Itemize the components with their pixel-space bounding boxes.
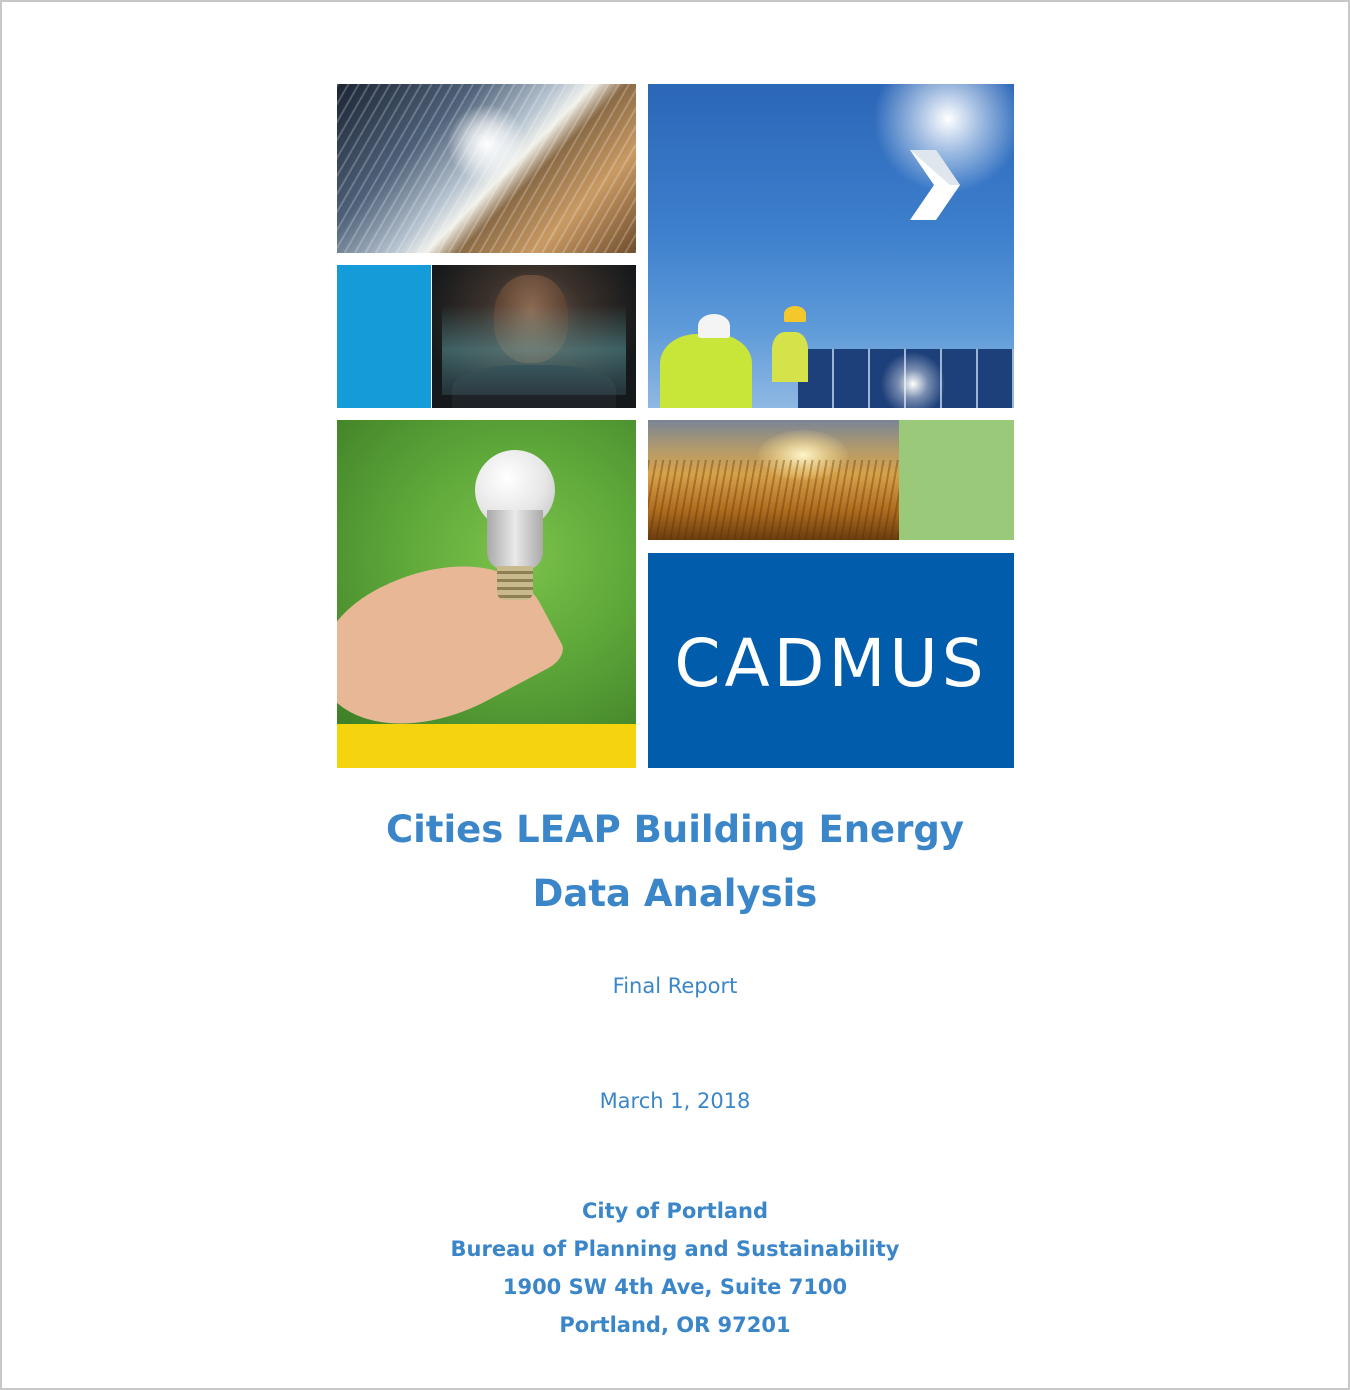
wheat-stalks: [648, 460, 899, 540]
worker-high-vis-vest: [660, 334, 752, 408]
report-date: March 1, 2018: [599, 1089, 751, 1113]
sun-glare: [447, 104, 527, 184]
solar-workers-sky-photo: [648, 84, 1014, 408]
cadmus-logo-block: [648, 553, 1014, 768]
report-title-line-1: Cities LEAP Building Energy: [385, 808, 965, 851]
bulb-screw-base: [497, 566, 533, 600]
client-city-state-zip: Portland, OR 97201: [559, 1313, 791, 1337]
bulb-heatsink: [487, 510, 543, 570]
wheat-field-photo: [648, 420, 899, 540]
client-bureau: Bureau of Planning and Sustainability: [450, 1237, 900, 1261]
client-address-block: [2, 1192, 1348, 1344]
client-street: 1900 SW 4th Ave, Suite 7100: [502, 1275, 848, 1299]
chevron-right-icon: [906, 150, 962, 220]
client-name: City of Portland: [581, 1199, 769, 1223]
transparent-screen: [442, 305, 626, 395]
yellow-hard-hat: [784, 306, 806, 322]
report-type: Final Report: [612, 974, 738, 998]
worker-second: [772, 332, 808, 382]
glass-building-photo: [337, 84, 636, 253]
man-with-glass-screen-photo: [432, 265, 636, 408]
yellow-color-bar: [337, 724, 636, 768]
hand-holding-led-bulb-photo: [337, 420, 636, 724]
cadmus-logo: CADMUS: [674, 625, 988, 702]
report-title-line-2: Data Analysis: [532, 872, 818, 915]
white-hard-hat: [698, 314, 730, 338]
blue-color-block: [337, 265, 431, 408]
green-color-block: [899, 420, 1014, 540]
report-title: [2, 798, 1348, 926]
